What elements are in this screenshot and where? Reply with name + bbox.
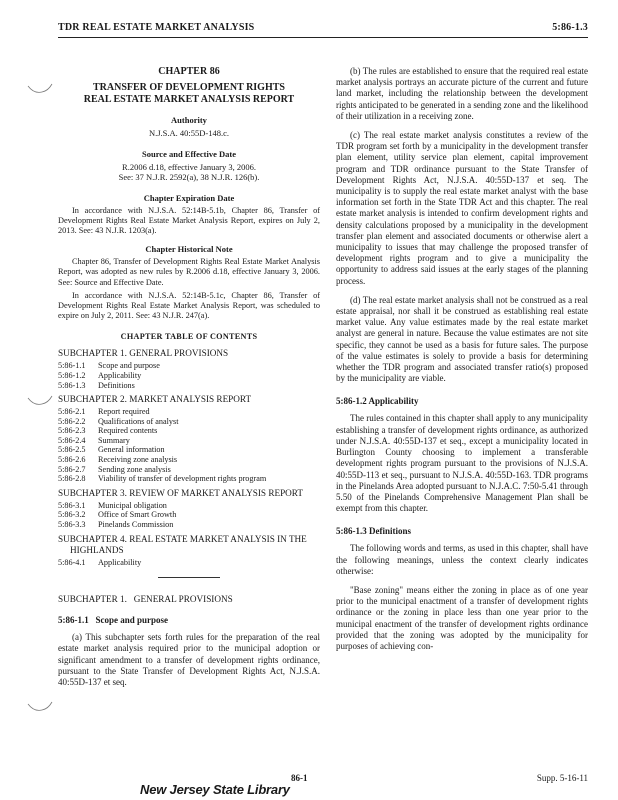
toc-entry: 5:86-1.3 Definitions [58, 380, 135, 390]
toc-entry: 5:86-2.4 Summary [58, 435, 130, 445]
toc-subchapter-2: SUBCHAPTER 2. MARKET ANALYSIS REPORT [58, 394, 252, 405]
toc-subchapter-1: SUBCHAPTER 1. GENERAL PROVISIONS [58, 348, 229, 359]
section-1-2-text: The rules contained in this chapter shall apply to any municipality establishing a transfer of development rights ordinance, as authorized under N.J.S.A. 40:55D-137 et seq., except a municipality located in Burlington County choosing to implement a transferable development rights program pursuant to the provisions of N.J.S.A. 40:55D-113 et seq., pursuant to N.J.S.A. 40:55D-163. TDR programs in the Pinelands Area adopted pursuant to N.J.A.C. 7:50-5.41 through 5.50 of the Pinelands Comprehensive Management Plan shall be exempt from this chapter. [336, 413, 588, 514]
section-1-2-heading: 5:86-1.2 Applicability [336, 396, 419, 407]
chapter-number: CHAPTER 86 [158, 66, 220, 77]
section-1-3-intro: The following words and terms, as used in this chapter, shall have the following meanings, unless the context clearly indicates otherwise: [336, 543, 588, 576]
header-rule [58, 37, 588, 38]
running-head-title: TDR REAL ESTATE MARKET ANALYSIS [58, 22, 255, 33]
section-1-1-heading: 5:86-1.1 Scope and purpose [58, 615, 169, 626]
page-number: 86-1 [291, 773, 308, 783]
toc-entry: 5:86-2.8 Viability of transfer of development rights program [58, 474, 267, 484]
chapter-title-line2: REAL ESTATE MARKET ANALYSIS REPORT [83, 94, 295, 105]
toc-subchapter-4: SUBCHAPTER 4. REAL ESTATE MARKET ANALYSIS IN THE HIGHLANDS [58, 533, 307, 555]
toc-entry: 5:86-2.5 General information [58, 445, 165, 455]
toc-entry: 5:86-1.2 Applicability [58, 370, 142, 380]
toc-entry: 5:86-2.7 Sending zone analysis [58, 464, 171, 474]
source-heading: Source and Effective Date [141, 148, 237, 159]
section-1-1-para-d: (d) The real estate market analysis shall not be construed as a real estate appraisal, nor shall it be construed as establishing real estate market value. Any value estimates made by the real estate market analyst are general in nature. Because the value estimates are not site specific, they cannot be used as a basis for future sales. The purpose of the value estimates is solely to provide a basis for determining whether the TDR program and associated transfer ratio(s) proposed by the municipality are viable. [336, 294, 588, 384]
chapter-title [58, 82, 320, 106]
toc-entry: 5:86-3.1 Municipal obligation [58, 500, 167, 510]
source-line1: R.2006 d.18, effective January 3, 2006. [122, 161, 256, 172]
running-head-section: 5:86-1.3 [552, 22, 588, 33]
toc-list-2 [58, 407, 320, 484]
library-stamp: New Jersey State Library [140, 782, 290, 797]
toc-entry: 5:86-4.1 Applicability [58, 557, 142, 567]
section-divider [158, 577, 220, 578]
right-column [336, 66, 588, 660]
toc-list-4 [58, 558, 320, 568]
history-heading: Chapter Historical Note [145, 244, 233, 255]
section-1-1-para-c: (c) The real estate market analysis constitutes a review of the TDR program set forth by a municipality in the development transfer plan element, utility service plan element, capital improvement program and TDR ordinance pursuant to the State Transfer of Development Rights Act, N.J.S.A. 40:55D-137 et seq. The municipality is to supply the real estate market analyst with the base information set forth in the State TDR Act and this chapter. The real estate market analysis is intended to confirm development rights and density calculations proposed by a municipality in the development transfer plan element and associated documents or otherwise alert a municipality to issues that may challenge the proposed transfer of development rights program and to give a municipality the opportunity to address said issues at the early stages of the planning process. [336, 130, 588, 286]
toc-entry: 5:86-2.1 Report required [58, 407, 150, 417]
toc-heading: CHAPTER TABLE OF CONTENTS [120, 332, 258, 342]
history-paragraph-1: Chapter 86, Transfer of Development Rights Real Estate Market Analysis Report, was adopted as new rules by R.2006 d.18, effective January 3, 2006. See: Source and Effective Date. [58, 257, 320, 287]
left-column [58, 66, 320, 694]
expiration-text: In accordance with N.J.S.A. 52:14B-5.1b, Chapter 86, Transfer of Development Rights Real Estate Market Analysis Report, expires on July 2, 2013. See: 43 N.J.R. 1203(a). [58, 205, 320, 235]
authority-text: N.J.S.A. 40:55D-148.c. [148, 128, 230, 138]
toc-entry: 5:86-1.1 Scope and purpose [58, 361, 160, 371]
section-1-3-heading: 5:86-1.3 Definitions [336, 526, 411, 537]
subchapter-1-heading: SUBCHAPTER 1. GENERAL PROVISIONS [58, 594, 233, 605]
toc-entry: 5:86-2.2 Qualifications of analyst [58, 416, 179, 426]
toc-entry: 5:86-2.3 Required contents [58, 426, 158, 436]
chapter-title-line1: TRANSFER OF DEVELOPMENT RIGHTS [93, 82, 285, 93]
supplement-date: Supp. 5-16-11 [536, 773, 588, 783]
history-paragraph-2: In accordance with N.J.S.A. 52:14B-5.1c, Chapter 86, Transfer of Development Rights Real Estate Market Analysis Report, was scheduled to expire on July 2, 2011. See: 43 N.J.R. 247(a). [58, 290, 320, 321]
source-line2: See: 37 N.J.R. 2592(a), 38 N.J.R. 126(b). [118, 172, 260, 182]
definition-base-zoning: "Base zoning" means either the zoning in place as of one year prior to the municipal enactment of a transfer of development rights ordinance or the zoning in place less than one year prior to the municipal enactment of the transfer of development rights ordinance provided that the zoning was adopted by the municipality for purposes of achieving con- [336, 584, 588, 651]
margin-check-mark [26, 82, 54, 98]
authority-heading: Authority [171, 115, 207, 125]
toc-entry: 5:86-2.6 Receiving zone analysis [58, 455, 178, 465]
margin-check-mark [26, 394, 54, 410]
toc-list-1 [58, 361, 320, 390]
expiration-heading: Chapter Expiration Date [143, 192, 235, 203]
toc-list-3 [58, 501, 320, 530]
toc-entry: 5:86-3.2 Office of Smart Growth [58, 510, 177, 520]
toc-subchapter-3: SUBCHAPTER 3. REVIEW OF MARKET ANALYSIS REPORT [58, 487, 303, 498]
toc-entry: 5:86-3.3 Pinelands Commission [58, 520, 174, 530]
margin-check-mark [26, 700, 54, 716]
section-1-1-para-a: (a) This subchapter sets forth rules for the preparation of the real estate market analysis required prior to the municipal adoption or significant amendment to a transfer of development rights ordinance, pursuant to the State Transfer of Development Rights Act, N.J.S.A. 40:55D-137 et seq. [58, 632, 320, 688]
section-1-1-para-b: (b) The rules are established to ensure that the required real estate market analysis portrays an accurate picture of the current and future land market, including the relationship between the development rights anticipated to be generated in a sending zone and the likelihood of their utilization in a receiving zone. [336, 66, 588, 121]
